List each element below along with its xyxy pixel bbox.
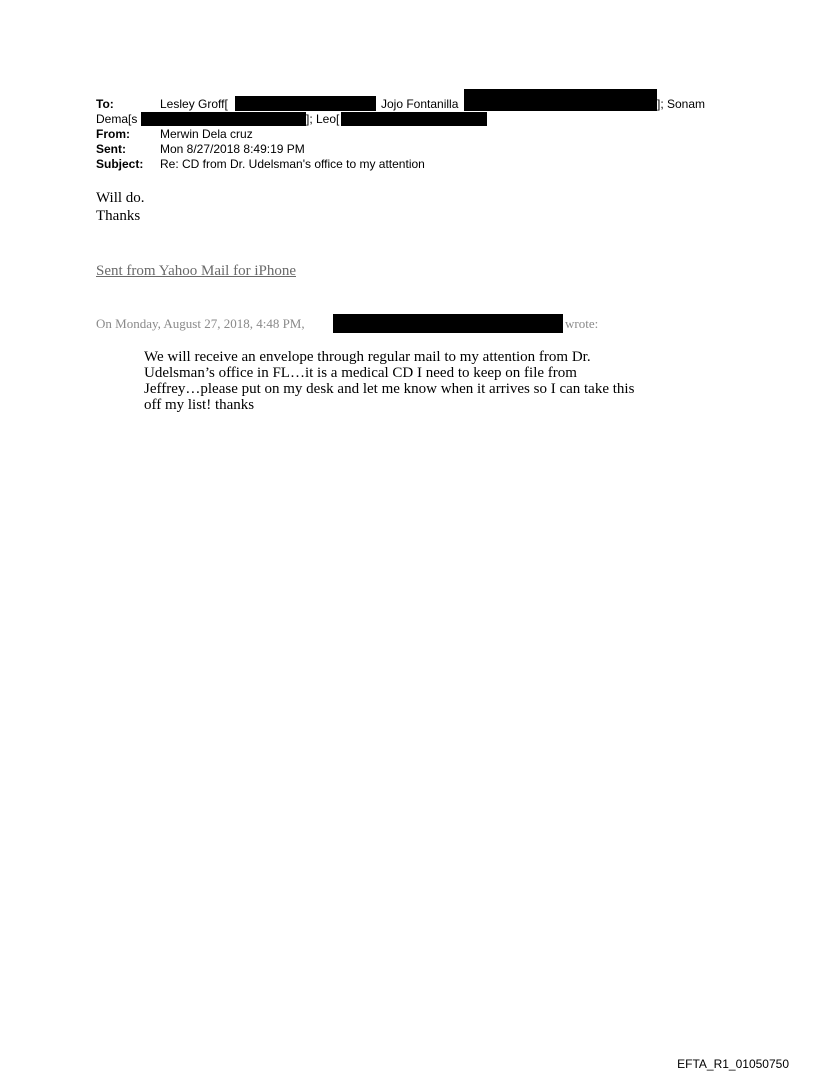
to-recipient-2: Jojo Fontanilla bbox=[381, 97, 459, 111]
yahoo-mail-signature-link[interactable]: Sent from Yahoo Mail for iPhone bbox=[96, 263, 296, 279]
sent-label: Sent: bbox=[96, 142, 126, 156]
redaction-bar bbox=[464, 89, 657, 111]
quoted-line: We will receive an envelope through regular mail to my attention from Dr. bbox=[144, 349, 591, 365]
quoted-line: Udelsman’s office in FL…it is a medical CD I need to keep on file from bbox=[144, 365, 577, 381]
redaction-bar bbox=[235, 96, 376, 111]
quoted-message bbox=[144, 349, 684, 413]
document-id: EFTA_R1_01050750 bbox=[677, 1057, 789, 1071]
from-value: Merwin Dela cruz bbox=[160, 127, 253, 141]
sent-value: Mon 8/27/2018 8:49:19 PM bbox=[160, 142, 305, 156]
to-recipient-1: Lesley Groff[ bbox=[160, 97, 228, 111]
reply-line-2: Thanks bbox=[96, 208, 141, 224]
quote-wrote: wrote: bbox=[565, 316, 599, 331]
to-label: To: bbox=[96, 97, 114, 111]
redaction-bar bbox=[341, 112, 487, 126]
to-recipient-4: ]; Leo[ bbox=[306, 112, 340, 126]
redaction-bar bbox=[333, 314, 563, 333]
email-header bbox=[0, 0, 816, 180]
subject-value: Re: CD from Dr. Udelsman's office to my attention bbox=[160, 157, 425, 171]
reply-line-1: Will do. bbox=[96, 190, 145, 206]
to-recipient-3: ]; Sonam bbox=[657, 97, 706, 111]
to-recipient-3-cont: Dema[s bbox=[96, 112, 138, 126]
quote-intro: On Monday, August 27, 2018, 4:48 PM, bbox=[96, 316, 305, 331]
from-label: From: bbox=[96, 127, 130, 141]
quoted-line: off my list! thanks bbox=[144, 397, 255, 413]
quoted-line: Jeffrey…please put on my desk and let me know when it arrives so I can take this bbox=[144, 381, 635, 397]
redaction-bar bbox=[141, 112, 306, 126]
subject-label: Subject: bbox=[96, 157, 144, 171]
